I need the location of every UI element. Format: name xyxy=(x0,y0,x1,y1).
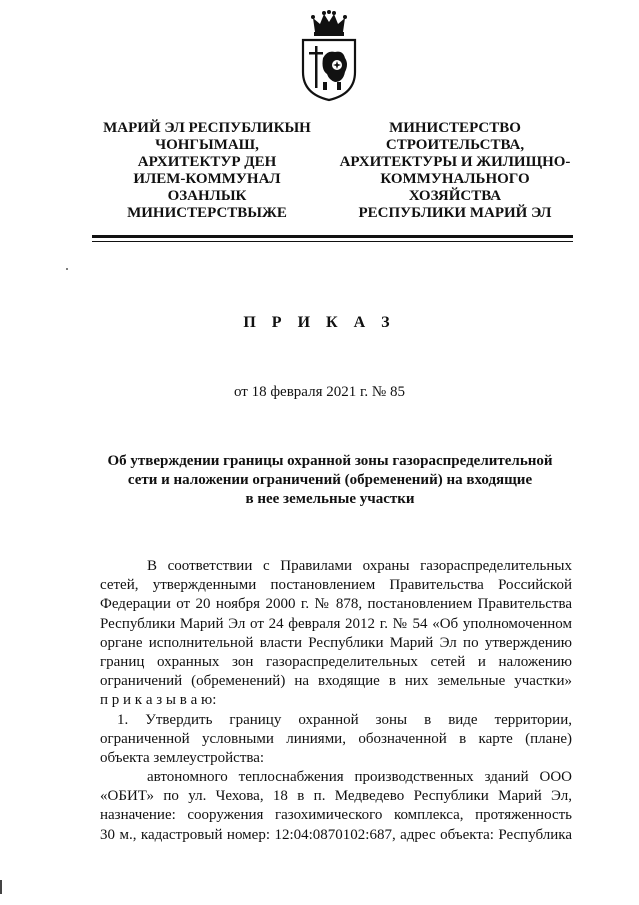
body-line: автономного теплоснабжения производственных зданий ООО xyxy=(147,769,572,786)
body-line: ограничений (обременений) на входящие в них земельные участки» xyxy=(100,673,572,690)
header-divider-thick xyxy=(92,235,573,238)
scan-edge-mark xyxy=(0,880,2,894)
coat-of-arms-emblem xyxy=(293,10,365,102)
body-line: «ОБИТ» по ул. Чехова, 18 в п. Медведево Республики Марий Эл, xyxy=(100,788,572,805)
header-divider-thin xyxy=(92,241,573,242)
scan-speck xyxy=(66,268,68,270)
body-line: сетей, утвержденными постановлением Правительства Российской xyxy=(100,577,572,594)
crown-icon xyxy=(311,10,347,36)
header-left-block xyxy=(92,120,322,222)
body-line: границ охранных зон газораспределительных сетей и наложению xyxy=(100,653,572,670)
body-line: Республики Марий Эл от 24 февраля 2012 г. № 54 «Об уполномоченном xyxy=(100,615,572,632)
body-line: органе исполнительной власти Республики Марий Эл по утверждению xyxy=(100,634,572,651)
subject-line: сети и наложении ограничений (обременений) на входящие xyxy=(127,472,533,488)
header-right-line: КОММУНАЛЬНОГО xyxy=(380,171,530,187)
document-body xyxy=(100,557,572,845)
header-left-line: АРХИТЕКТУР ДЕН xyxy=(137,154,277,170)
document-subject xyxy=(100,452,560,509)
header-right-line: СТРОИТЕЛЬСТВА, xyxy=(385,137,525,153)
body-line-order-verb: п р и к а з ы в а ю: xyxy=(100,692,217,709)
header-right-line: РЕСПУБЛИКИ МАРИЙ ЭЛ xyxy=(358,205,552,221)
header-right-line: МИНИСТЕРСТВО xyxy=(389,120,521,136)
body-line: ограниченной условными линиями, обозначенной в карте (плане) xyxy=(100,730,572,747)
body-line: В соответствии с Правилами охраны газораспределительных xyxy=(147,558,572,574)
body-line: назначение: сооружения газохимического комплекса, протяженность xyxy=(100,807,572,824)
body-line: 1. Утвердить границу охранной зоны в виде территории, xyxy=(117,711,572,728)
header-left-line: ОЗАНЛЫК xyxy=(167,188,247,204)
body-line: объекта землеустройства: xyxy=(100,749,265,766)
header-left-line: ЧОНГЫМАШ, xyxy=(155,137,259,153)
document-title: П Р И К А З xyxy=(243,314,396,331)
header-right-block xyxy=(330,120,580,222)
body-line: Федерации от 20 ноября 2000 г. № 878, постановлением Правительства xyxy=(100,596,572,613)
document-date-number: от 18 февраля 2021 г. № 85 xyxy=(233,384,405,400)
subject-line: Об утверждении границы охранной зоны газораспределительной xyxy=(107,453,553,469)
subject-line: в нее земельные участки xyxy=(245,491,415,507)
header-left-line: МИНИСТЕРСТВЫЖЕ xyxy=(127,205,287,221)
body-line: 30 м., кадастровый номер: 12:04:0870102:687, адрес объекта: Республика xyxy=(100,826,572,843)
header-left-line: ИЛЕМ-КОММУНАЛ xyxy=(133,171,281,187)
header-left-line: МАРИЙ ЭЛ РЕСПУБЛИКЫН xyxy=(103,120,311,136)
header-right-line: АРХИТЕКТУРЫ И ЖИЛИЩНО- xyxy=(339,154,571,170)
header-right-line: ХОЗЯЙСТВА xyxy=(408,188,502,204)
